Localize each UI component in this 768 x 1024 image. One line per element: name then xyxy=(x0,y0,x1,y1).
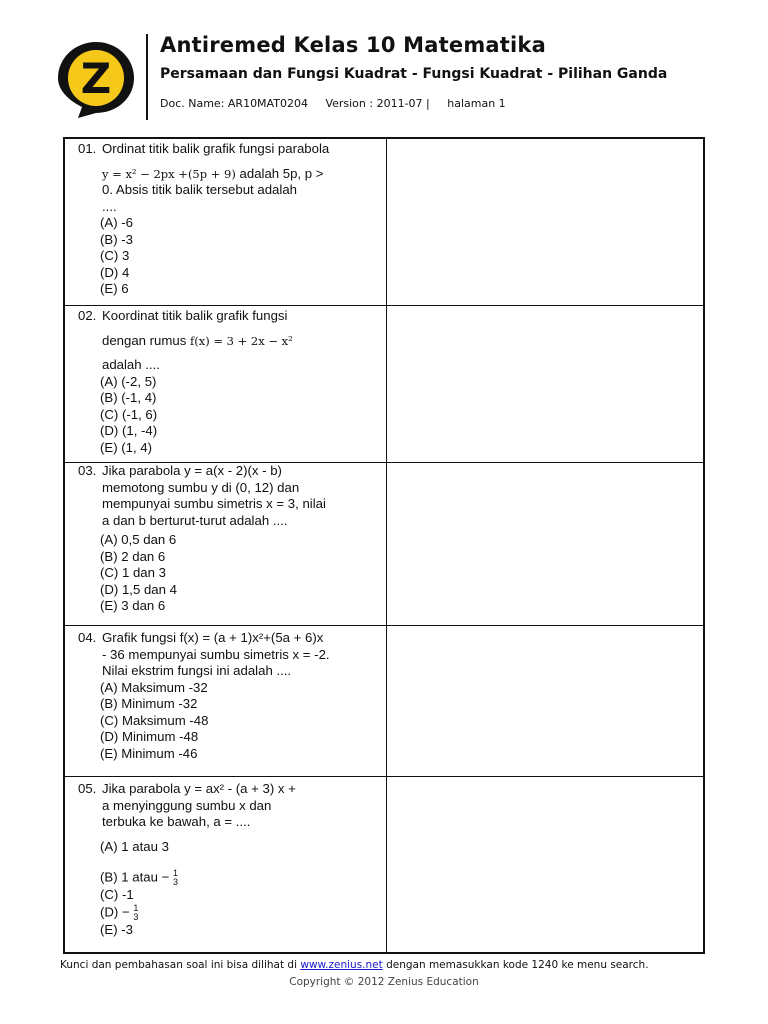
option-e: (E) (1, 4) xyxy=(100,439,153,455)
zenius-logo xyxy=(54,38,138,122)
fraction xyxy=(133,904,138,922)
formula: y = x² − 2px +(5p + 9) xyxy=(102,166,236,181)
option-d: (D) 4 xyxy=(100,264,130,280)
question-number: 04. xyxy=(78,630,97,645)
doc-name: Doc. Name: AR10MAT0204 xyxy=(160,97,308,110)
option-a: (A) 0,5 dan 6 xyxy=(100,532,177,547)
question-text: mempunyai sumbu simetris x = 3, nilai xyxy=(102,496,326,511)
option-e: (E) 6 xyxy=(100,281,129,296)
option-d: (D) (1, -4) xyxy=(100,423,158,438)
option-e: (E) 3 dan 6 xyxy=(100,598,166,613)
doc-page: halaman 1 xyxy=(447,97,506,110)
question-text: memotong sumbu y di (0, 12) dan xyxy=(102,479,300,495)
question-text: Koordinat titik balik grafik fungsi xyxy=(102,308,288,323)
row-divider xyxy=(63,776,705,777)
option-d xyxy=(78,904,378,922)
copyright: Copyright © 2012 Zenius Education xyxy=(289,976,479,988)
option-b: (B) (-1, 4) xyxy=(100,390,157,405)
doc-version: Version : 2011-07 | xyxy=(325,97,430,110)
footer-text: dengan memasukkan kode 1240 ke menu search. xyxy=(386,959,649,971)
question-04 xyxy=(78,630,378,762)
page-subtitle: Persamaan dan Fungsi Kuadrat - Fungsi Kuadrat - Pilihan Ganda xyxy=(160,66,668,82)
question-text: terbuka ke bawah, a = .... xyxy=(102,814,251,829)
option-b: (B) 2 dan 6 xyxy=(100,548,166,564)
question-number: 03. xyxy=(78,463,97,478)
option-a: (A) (-2, 5) xyxy=(100,373,157,389)
question-text: a menyinggung sumbu x dan xyxy=(102,797,272,813)
fraction-denominator: 3 xyxy=(172,877,178,887)
page-title: Antiremed Kelas 10 Matematika xyxy=(160,33,546,57)
logo-letter: Z xyxy=(80,54,112,103)
option-c: (C) -1 xyxy=(100,887,134,902)
option-text: (B) 1 atau − xyxy=(100,869,170,885)
option-a: (A) -6 xyxy=(100,215,133,230)
option-d: (D) 1,5 dan 4 xyxy=(100,581,177,597)
question-text: 0. Absis titik balik tersebut adalah xyxy=(102,182,297,197)
question-02 xyxy=(78,308,378,456)
question-text: a dan b berturut-turut adalah .... xyxy=(102,512,288,528)
option-c: (C) Maksimum -48 xyxy=(100,712,209,728)
question-01 xyxy=(78,141,378,298)
option-e: (E) -3 xyxy=(100,921,133,937)
question-text: Jika parabola y = ax² - (a + 3) x + xyxy=(102,781,296,796)
option-d: (D) Minimum -48 xyxy=(100,729,199,744)
footer-text: Kunci dan pembahasan soal ini bisa dilihat di xyxy=(60,959,298,971)
footer-note xyxy=(60,959,708,971)
question-03 xyxy=(78,463,378,615)
question-text: .... xyxy=(102,198,117,214)
formula: f(x) = 3 + 2x − x² xyxy=(189,333,293,348)
fraction-numerator: 1 xyxy=(172,868,178,878)
fraction xyxy=(173,869,178,887)
question-number: 01. xyxy=(78,141,97,156)
question-text: dengan rumus xyxy=(102,332,187,348)
question-text: Ordinat titik balik grafik fungsi parabola xyxy=(102,141,330,156)
option-b xyxy=(78,869,378,887)
row-divider xyxy=(63,305,705,306)
option-b: (B) -3 xyxy=(100,231,133,247)
question-text: adalah .... xyxy=(102,357,160,372)
option-c: (C) 3 xyxy=(100,248,130,263)
row-divider xyxy=(63,625,705,626)
option-c: (C) (-1, 6) xyxy=(100,406,158,422)
option-e: (E) Minimum -46 xyxy=(100,745,198,761)
question-number: 05. xyxy=(78,781,97,796)
question-text: Jika parabola y = a(x - 2)(x - b) xyxy=(102,463,282,478)
option-a: (A) Maksimum -32 xyxy=(100,679,208,695)
question-05 xyxy=(78,781,378,938)
fraction-numerator: 1 xyxy=(133,902,139,913)
doc-info xyxy=(160,97,520,110)
option-b: (B) Minimum -32 xyxy=(100,696,198,711)
question-number: 02. xyxy=(78,308,97,323)
option-c: (C) 1 dan 3 xyxy=(100,565,166,580)
fraction-denominator: 3 xyxy=(133,911,139,922)
question-text: adalah 5p, p > xyxy=(239,165,324,181)
question-text: - 36 mempunyai sumbu simetris x = -2. xyxy=(102,646,330,662)
option-text: (D) − xyxy=(100,903,130,919)
column-divider xyxy=(386,137,387,954)
header-divider xyxy=(146,34,148,120)
zenius-link[interactable]: www.zenius.net xyxy=(300,959,383,971)
question-text: Nilai ekstrim fungsi ini adalah .... xyxy=(102,663,292,678)
question-text: Grafik fungsi f(x) = (a + 1)x²+(5a + 6)x xyxy=(102,630,324,645)
option-a: (A) 1 atau 3 xyxy=(100,838,169,854)
